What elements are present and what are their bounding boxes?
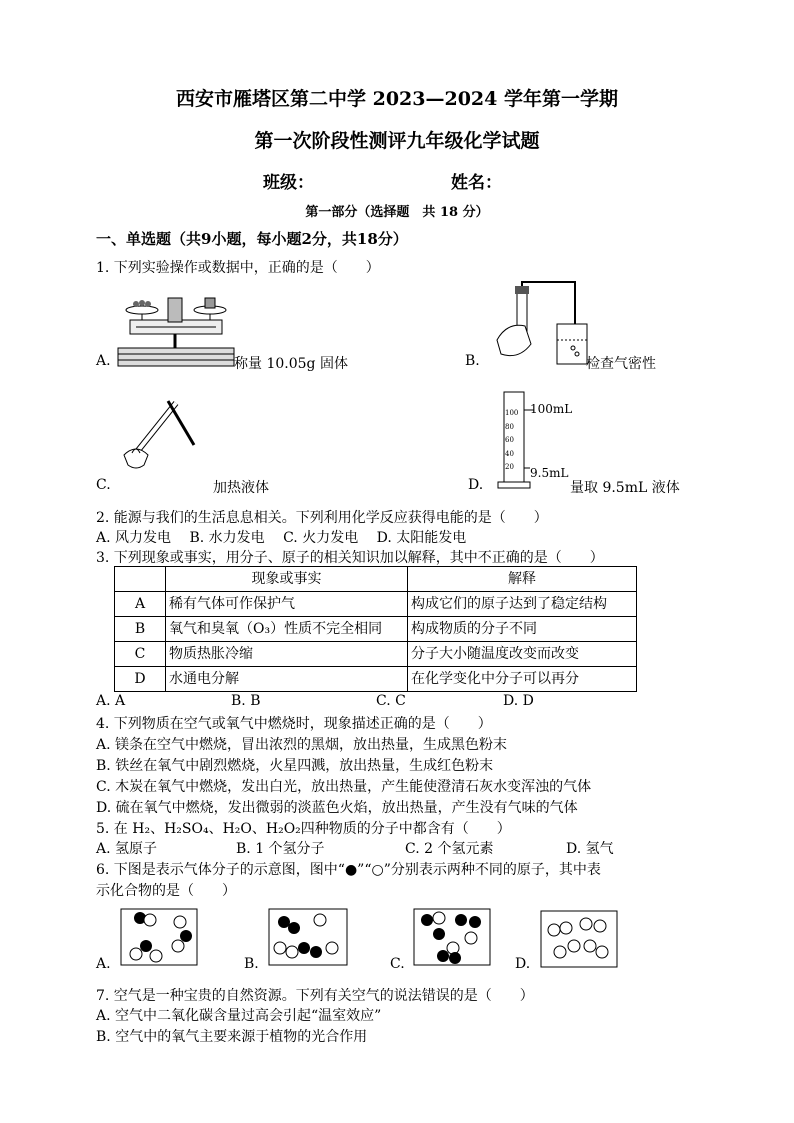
- q1-option-b-caption: 检查气密性: [586, 356, 656, 372]
- tick-label: 40: [505, 449, 514, 458]
- q1-option-c-caption: 加热液体: [213, 480, 269, 496]
- table-cell: A: [115, 592, 166, 617]
- q4-option-d: D. 硫在氧气中燃烧，发出微弱的淡蓝色火焰，放出热量，产生没有气味的气体: [96, 800, 578, 816]
- tick-label: 20: [505, 463, 514, 472]
- q1-option-a-letter: A.: [96, 353, 111, 369]
- q3-option-a: A. A: [96, 693, 126, 709]
- table-header-cell: 解释: [408, 567, 637, 592]
- question-3-stem: 3. 下列现象或事实，用分子、原子的相关知识加以解释，其中不正确的是（ ）: [96, 550, 604, 566]
- q3-option-b: B. B: [231, 693, 261, 709]
- table-cell: C: [115, 642, 166, 667]
- table-cell: 氧气和臭氧（O₃）性质不完全相同: [166, 617, 408, 642]
- q6-diagram-d: [540, 910, 618, 968]
- table-cell: D: [115, 667, 166, 692]
- part-heading: 第一部分（选择题 共 18 分）: [305, 205, 489, 220]
- q5-option-a: A. 氢原子: [96, 841, 158, 857]
- tick-label: 60: [505, 436, 514, 445]
- q4-option-c: C. 木炭在氧气中燃烧，发出白光，放出热量，产生能使澄清石灰水变浑浊的气体: [96, 779, 592, 795]
- table-cell: 水通电分解: [166, 667, 408, 692]
- table-cell: 稀有气体可作保护气: [166, 592, 408, 617]
- table-row: [115, 592, 637, 617]
- table-cell: 构成它们的原子达到了稳定结构: [408, 592, 637, 617]
- question-6-stem-line2: 示化合物的是（ ）: [96, 883, 236, 899]
- q1-option-b-letter: B.: [465, 353, 480, 369]
- q7-option-a: A. 空气中二氧化碳含量过高会引起“温室效应”: [96, 1008, 382, 1024]
- q6-option-a-letter: A.: [96, 956, 111, 972]
- q6-option-c-letter: C.: [390, 956, 405, 972]
- q1-option-d-caption: 量取 9.5mL 液体: [570, 480, 680, 496]
- table-header-cell: [115, 567, 166, 592]
- cylinder-ticks: [505, 407, 518, 475]
- q5-option-b: B. 1 个氢分子: [236, 841, 325, 857]
- q3-option-c: C. C: [376, 693, 406, 709]
- exam-subtitle: 第一次阶段性测评九年级化学试题: [254, 130, 540, 152]
- q6-diagram-b: [268, 908, 348, 966]
- tick-label: 80: [505, 422, 514, 431]
- question-7-stem: 7. 空气是一种宝贵的自然资源。下列有关空气的说法错误的是（ ）: [96, 988, 534, 1004]
- question-5-stem: 5. 在 H₂、H₂SO₄、H₂O、H₂O₂四种物质的分子中都含有（ ）: [96, 821, 511, 837]
- q4-option-b: B. 铁丝在氧气中剧烈燃烧，火星四溅，放出热量，生成红色粉末: [96, 758, 494, 774]
- q7-option-b: B. 空气中的氧气主要来源于植物的光合作用: [96, 1029, 368, 1045]
- tick-label: 100: [505, 409, 519, 417]
- cylinder-mark-top: 100mL: [530, 402, 573, 416]
- q5-option-d: D. 氢气: [566, 841, 614, 857]
- q6-option-b-letter: B.: [244, 956, 259, 972]
- table-row: [115, 642, 637, 667]
- table-cell: 分子大小随温度改变而改变: [408, 642, 637, 667]
- name-label: 姓名：: [451, 173, 502, 193]
- q3-option-d: D. D: [503, 693, 534, 709]
- q4-option-a: A. 镁条在空气中燃烧，冒出浓烈的黑烟，放出热量，生成黑色粉末: [96, 737, 508, 753]
- cylinder-mark-bottom: 9.5mL: [530, 466, 569, 480]
- table-cell: B: [115, 617, 166, 642]
- heating-liquid-image: [116, 395, 196, 475]
- exam-title: 西安市雁塔区第二中学 2023—2024 学年第一学期: [176, 88, 618, 110]
- question-3-table: [114, 566, 637, 692]
- question-4-stem: 4. 下列物质在空气或氧气中燃烧时，现象描述正确的是（ ）: [96, 716, 492, 732]
- question-2-stem: 2. 能源与我们的生活息息相关。下列利用化学反应获得电能的是（ ）: [96, 510, 548, 526]
- table-header-row: [115, 567, 637, 592]
- q6-diagram-c: [413, 908, 491, 966]
- question-6-stem-line1: 6. 下图是表示气体分子的示意图，图中“●”“○”分别表示两种不同的原子，其中表: [96, 862, 601, 878]
- table-row: [115, 667, 637, 692]
- q1-option-c-letter: C.: [96, 477, 111, 493]
- question-1-stem: 1. 下列实验操作或数据中，正确的是（ ）: [96, 260, 380, 276]
- q1-option-d-letter: D.: [468, 477, 484, 493]
- table-cell: 构成物质的分子不同: [408, 617, 637, 642]
- balance-image: [116, 290, 236, 370]
- q5-option-c: C. 2 个氢元素: [405, 841, 494, 857]
- table-row: [115, 617, 637, 642]
- q1-option-a-caption: 称量 10.05g 固体: [234, 356, 348, 372]
- table-cell: 物质热胀冷缩: [166, 642, 408, 667]
- q6-diagram-a: [120, 908, 198, 966]
- q6-option-d-letter: D.: [515, 956, 531, 972]
- section-heading: 一、单选题（共9小题，每小题2分，共18分）: [96, 230, 408, 248]
- table-header-cell: 现象或事实: [166, 567, 408, 592]
- table-cell: 在化学变化中分子可以再分: [408, 667, 637, 692]
- question-2-options: A. 风力发电 B. 水力发电 C. 火力发电 D. 太阳能发电: [96, 530, 467, 546]
- class-label: 班级：: [263, 173, 314, 193]
- airtightness-image: [485, 282, 590, 372]
